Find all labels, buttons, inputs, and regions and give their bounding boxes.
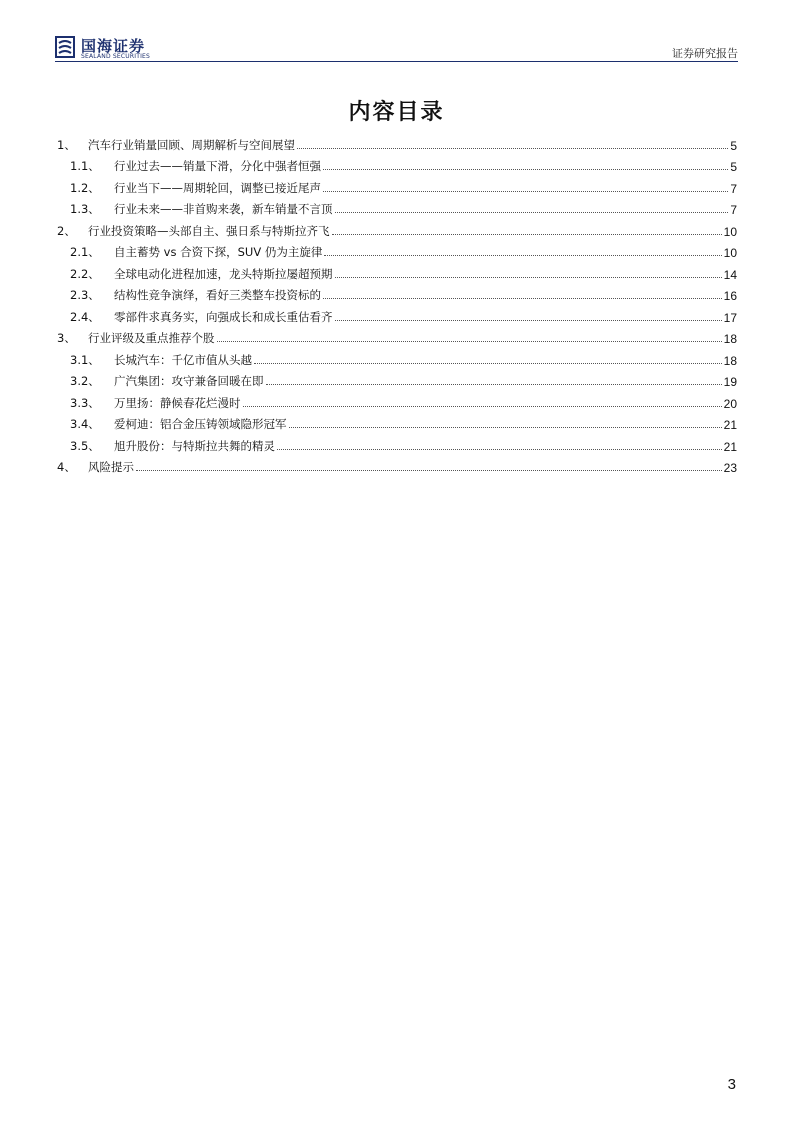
toc-leader-dots xyxy=(297,148,728,149)
toc-entry-number: 3.3、 xyxy=(70,395,100,410)
toc-leader-dots xyxy=(323,298,722,299)
toc-entry-title[interactable]: 爱柯迪：铝合金压铸领域隐形冠军 xyxy=(114,417,287,431)
sealand-logo-icon xyxy=(55,36,75,58)
toc-entry-page[interactable]: 20 xyxy=(723,396,737,411)
toc-entry-title[interactable]: 旭升股份：与特斯拉共舞的精灵 xyxy=(114,438,275,453)
logo-english-name: SEALAND SECURITIES xyxy=(81,53,151,60)
toc-entry-number: 3、 xyxy=(57,331,76,345)
toc-entry[interactable] xyxy=(57,325,737,347)
toc-entry-title[interactable]: 行业投资策略—头部自主、强日系与特斯拉齐飞 xyxy=(88,223,330,238)
toc-entry-number: 1.3、 xyxy=(70,202,100,216)
toc-entry[interactable] xyxy=(57,153,737,175)
toc-entry-number: 3.5、 xyxy=(70,438,100,453)
toc-entry[interactable] xyxy=(57,196,737,218)
toc-title: 内容目录 xyxy=(348,100,445,125)
toc-leader-dots xyxy=(266,384,722,385)
toc-entry-title[interactable]: 行业过去——销量下滑，分化中强者恒强 xyxy=(114,159,321,173)
header-divider xyxy=(55,61,738,62)
toc-leader-dots xyxy=(323,191,728,192)
toc-entry-page[interactable]: 23 xyxy=(723,461,737,475)
toc-entry-title[interactable]: 零部件求真务实，向强成长和成长重估看齐 xyxy=(114,309,333,324)
toc-entry[interactable] xyxy=(57,432,737,454)
toc-entry-title[interactable]: 自主蓄势 vs 合资下探，SUV 仍为主旋律 xyxy=(114,245,323,259)
toc-entry-number: 2.2、 xyxy=(70,266,100,281)
toc-leader-dots xyxy=(254,363,722,364)
toc-entry-number: 3.1、 xyxy=(70,352,100,367)
toc-entry[interactable] xyxy=(57,303,737,325)
toc-entry-page[interactable]: 21 xyxy=(723,439,737,454)
toc-entry-page[interactable]: 7 xyxy=(730,203,737,217)
toc-entry-number: 3.2、 xyxy=(70,374,100,388)
toc-entry-title[interactable]: 汽车行业销量回顾、周期解析与空间展望 xyxy=(88,137,295,152)
toc-entry-number: 2.4、 xyxy=(70,309,100,324)
toc-leader-dots xyxy=(332,234,722,235)
toc-entry[interactable] xyxy=(57,260,737,282)
toc-entry[interactable] xyxy=(57,346,737,368)
toc-entry-title[interactable]: 结构性竞争演绎，看好三类整车投资标的 xyxy=(114,288,321,302)
toc-entry-page[interactable]: 14 xyxy=(723,267,737,282)
toc-leader-dots xyxy=(335,320,722,321)
logo-chinese-name: 国海证券 xyxy=(81,37,146,55)
toc-leader-dots xyxy=(324,255,721,256)
toc-leader-dots xyxy=(289,427,722,428)
toc-leader-dots xyxy=(335,212,729,213)
toc-entry-title[interactable]: 广汽集团：攻守兼备回暖在即 xyxy=(114,374,264,388)
toc-entry[interactable] xyxy=(57,174,737,196)
toc-entry-title[interactable]: 万里扬：静候春花烂漫时 xyxy=(114,395,241,410)
toc-entry-title[interactable]: 长城汽车：千亿市值从头越 xyxy=(114,352,252,367)
toc-entry-number: 1、 xyxy=(57,137,76,152)
toc-leader-dots xyxy=(277,449,722,450)
toc-entry-page[interactable]: 5 xyxy=(730,160,737,174)
toc-entry-page[interactable]: 17 xyxy=(723,310,737,325)
toc-entry-page[interactable]: 7 xyxy=(730,181,737,196)
toc-entry-number: 2.1、 xyxy=(70,245,100,259)
toc-entry-title[interactable]: 全球电动化进程加速，龙头特斯拉屡超预期 xyxy=(114,266,333,281)
toc-entry[interactable] xyxy=(57,389,737,411)
toc-entry-page[interactable]: 18 xyxy=(723,332,737,346)
toc-entry[interactable] xyxy=(57,217,737,239)
toc-entry-page[interactable]: 5 xyxy=(730,138,737,153)
toc-entry[interactable] xyxy=(57,411,737,433)
toc-entry-page[interactable]: 16 xyxy=(723,289,737,303)
toc-entry[interactable] xyxy=(57,454,737,476)
toc-entry-number: 3.4、 xyxy=(70,417,100,431)
toc-entry[interactable] xyxy=(57,239,737,261)
page-number: 3 xyxy=(727,1076,736,1093)
toc-entry-page[interactable]: 19 xyxy=(723,375,737,389)
page-header xyxy=(55,34,738,62)
toc-leader-dots xyxy=(335,277,722,278)
toc-entry-number: 1.1、 xyxy=(70,159,100,173)
toc-entry-title[interactable]: 行业未来——非首购来袭，新车销量不言顶 xyxy=(114,202,333,216)
toc-entry-page[interactable]: 21 xyxy=(723,418,737,432)
toc-entry-page[interactable]: 10 xyxy=(723,246,737,260)
toc-entry-page[interactable]: 10 xyxy=(723,224,737,239)
table-of-contents xyxy=(57,131,737,475)
toc-entry[interactable] xyxy=(57,131,737,153)
report-type-label: 证券研究报告 xyxy=(672,47,738,60)
toc-leader-dots xyxy=(136,470,722,471)
toc-leader-dots xyxy=(323,169,728,170)
toc-entry-page[interactable]: 18 xyxy=(723,353,737,368)
toc-leader-dots xyxy=(217,341,722,342)
toc-entry-title[interactable]: 行业评级及重点推荐个股 xyxy=(88,331,215,345)
toc-entry-number: 2.3、 xyxy=(70,288,100,302)
toc-entry-number: 2、 xyxy=(57,223,76,238)
toc-entry-title[interactable]: 风险提示 xyxy=(88,460,134,474)
toc-entry[interactable] xyxy=(57,368,737,390)
toc-leader-dots xyxy=(243,406,722,407)
toc-entry[interactable] xyxy=(57,282,737,304)
toc-entry-title[interactable]: 行业当下——周期轮回，调整已接近尾声 xyxy=(114,180,321,195)
toc-entry-number: 1.2、 xyxy=(70,180,100,195)
toc-entry-number: 4、 xyxy=(57,460,76,474)
